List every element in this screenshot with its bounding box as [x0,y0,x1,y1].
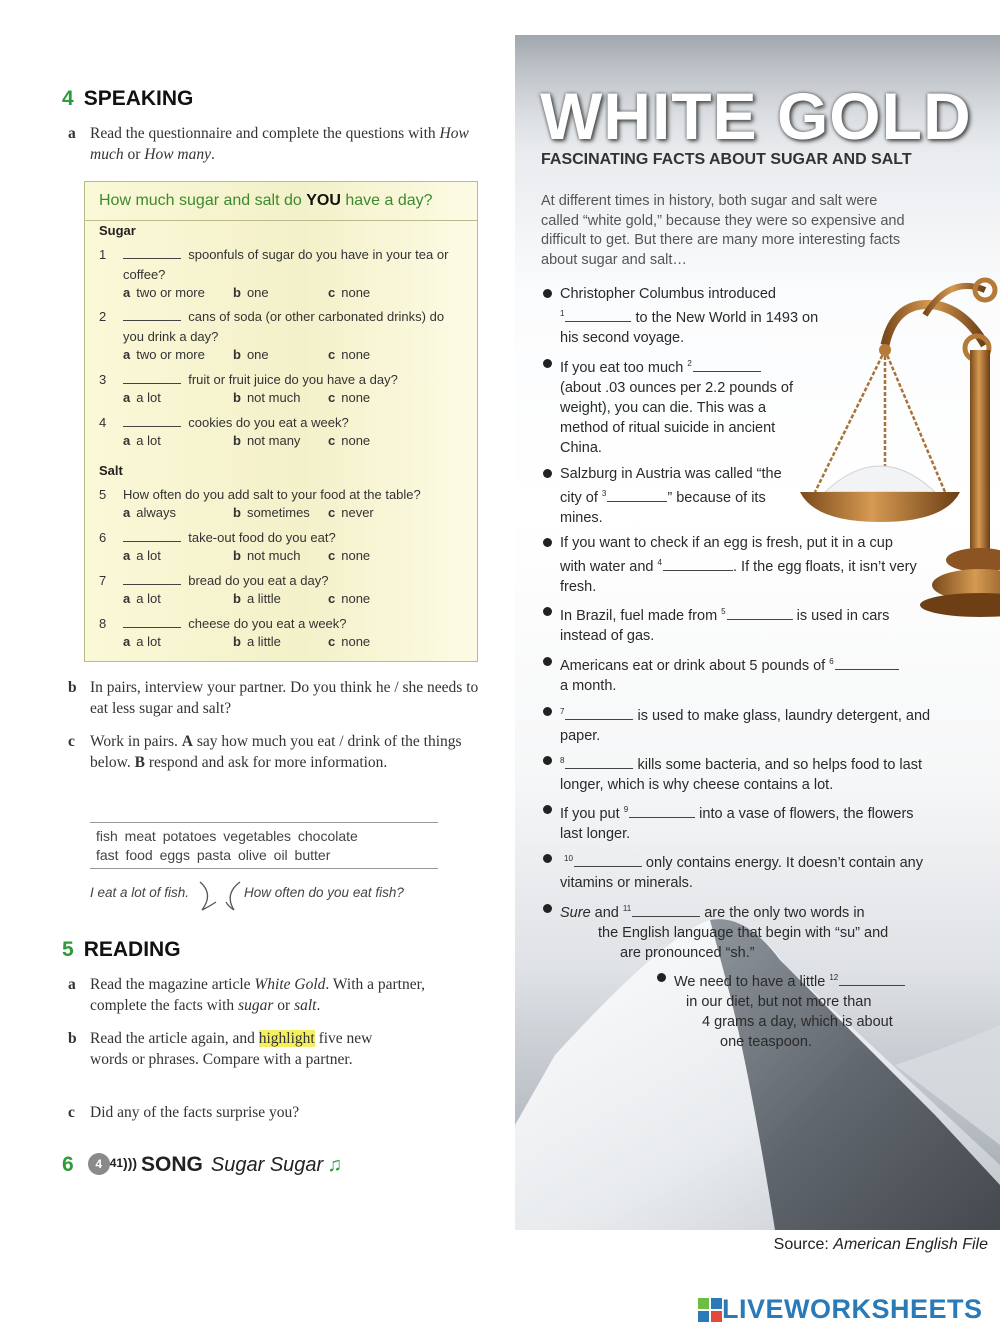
liveworksheets-brand: LIVEWORKSHEETS [698,1294,983,1325]
gap-12[interactable] [839,971,905,986]
option-c[interactable]: c none [328,548,371,563]
option-a[interactable]: a a lot [123,433,161,448]
gap-q4[interactable] [123,415,181,427]
speaking-heading: 4 SPEAKING [62,87,194,110]
gap-8[interactable] [565,754,633,769]
reading-task-c: c Did any of the facts surprise you? [68,1104,300,1121]
highlighted-word: highlight [258,1030,315,1047]
fact-7: $^7$ is used to make glass, laundry detergent, and paper. [560,702,940,746]
questionnaire-box: How much sugar and salt do YOU have a day? Sugar 1 spoonfuls of sugar do you have in your tea or coffee? a two or more b one c none 2 cans of soda (or other carbonated drinks) do you drink a day? a two or more b one c none 3 fruit or fruit juice do you have a day? a a lot b not much c none 4 cookies do you eat a week? a a lot b not many c none Salt 5 How often do you add salt to your food at the table? a always b sometimes c never 6 take-out food do you eat? a a lot b not much c none 7 bread do you eat a day? a a lot b a little c none 8 cheese do you eat a week? a a lot b a little c none [84,181,478,662]
gap-q2[interactable] [123,309,181,321]
gap-11[interactable] [632,902,700,917]
bullet-icon [543,289,552,298]
gap-1[interactable] [565,307,631,322]
questionnaire-title: How much sugar and salt do YOU have a day? [99,192,433,209]
option-a[interactable]: a a lot [123,390,161,405]
song-section: 6 4 41))) SONG Sugar Sugar ♫ [62,1153,343,1176]
gap-2[interactable] [693,357,761,372]
option-b[interactable]: b one [233,347,269,362]
gap-7[interactable] [565,705,633,720]
option-b[interactable]: b a little [233,591,281,606]
source-credit: Source: American English File [773,1236,988,1253]
gap-3[interactable] [607,487,667,502]
bullet-icon [543,359,552,368]
bullet-icon [543,904,552,913]
reading-task-b: b Read the article again, and highlight five new words or phrases. Compare with a partner. [68,1030,373,1068]
bullet-icon [543,607,552,616]
gap-10[interactable] [574,852,642,867]
gap-6[interactable] [835,655,899,670]
reading-heading: 5 READING [62,938,181,961]
option-c[interactable]: c never [328,505,374,520]
bullet-icon [543,707,552,716]
option-c[interactable]: c none [328,591,371,606]
gap-q6[interactable] [123,530,181,542]
gap-q8[interactable] [123,616,181,628]
gap-5[interactable] [727,605,793,620]
music-note-icon: ♫ [327,1154,343,1176]
bullet-icon [543,756,552,765]
speaking-task-a: a Read the questionnaire and complete the questions with How much or How many. [68,125,469,163]
speech-bubble-a: I eat a lot of fish. [90,885,190,900]
article-title: WHITE GOLD [540,79,972,153]
fact-3: Salzburg in Austria was called “the city of $^3$ ” because of its mines. [560,464,790,528]
option-b[interactable]: b a little [233,634,281,649]
speech-bubble-b: How often do you eat fish? [244,885,404,900]
questionnaire-title-bar [85,182,477,221]
fact-6: Americans eat or drink about 5 pounds of $^6$ a month. [560,652,940,696]
option-c[interactable]: c none [328,390,371,405]
option-b[interactable]: b not much [233,390,301,405]
option-a[interactable]: a two or more [123,347,205,362]
fact-8: $^8$ kills some bacteria, and so helps food to last longer, which is why cheese contains a lot. [560,751,935,795]
bullet-icon [543,657,552,666]
option-a[interactable]: a a lot [123,591,161,606]
speaking-task-c: c Work in pairs. A say how much you eat / drink of the things below. B respond and ask for more information. [68,733,462,771]
option-b[interactable]: b sometimes [233,505,310,520]
option-a[interactable]: a two or more [123,285,205,300]
salt-heading: Salt [99,463,123,478]
gap-q1[interactable] [123,247,181,259]
article-intro: At different times in history, both sugar and salt were called “white gold,” because they were so expensive and difficult to get. But there are many more interesting facts about sugar and salt… [541,193,905,268]
word-list-line-2: fast food eggs pasta olive oil butter [96,847,331,863]
bullet-icon [543,538,552,547]
bullet-icon [543,854,552,863]
food-word-box [90,822,438,869]
option-c[interactable]: c none [328,285,371,300]
option-a[interactable]: a always [123,505,176,520]
speaking-task-b: b In pairs, interview your partner. Do you think he / she needs to eat less sugar and salt? [68,679,479,717]
word-list-line-1: fish meat potatoes vegetables chocolate [96,828,358,844]
option-b[interactable]: b not much [233,548,301,563]
track-number: 41 [109,1156,124,1170]
gap-q7[interactable] [123,573,181,585]
bullet-icon [543,469,552,478]
fact-10: $^{10}$ only contains energy. It doesn’t contain any vitamins or minerals. [560,849,935,893]
option-b[interactable]: b not many [233,433,301,448]
option-c[interactable]: c none [328,433,371,448]
article-subtitle: FASCINATING FACTS ABOUT SUGAR AND SALT [541,151,912,168]
option-a[interactable]: a a lot [123,634,161,649]
fact-9: If you put $^9$ into a vase of flowers, the flowers last longer. [560,800,920,844]
reading-task-a: a Read the magazine article White Gold. With a partner, complete the facts with sugar or salt. [68,976,426,1014]
option-b[interactable]: b one [233,285,269,300]
sugar-heading: Sugar [99,223,136,238]
gap-9[interactable] [629,803,695,818]
option-c[interactable]: c none [328,347,371,362]
bullet-icon [657,973,666,982]
fact-1: Christopher Columbus introduced $^1$ to the New World in 1493 on his second voyage. [560,284,830,348]
fact-2: If you eat too much $^2$ (about .03 ounces per 2.2 pounds of weight), you can die. This was a method of ritual suicide in ancient China. [560,354,805,458]
audio-waves-icon: ))) [123,1155,138,1171]
audio-cd-icon[interactable]: 4 [88,1153,110,1175]
gap-q3[interactable] [123,372,181,384]
fact-11: Sure and $^{11}$ are the only two words in the English language that begin with “su” and are pronounced “sh.” [560,899,940,963]
fact-4: If you want to check if an egg is fresh, put it in a cup with water and $^4$ . If the egg floats, it isn’t very fresh. [560,533,920,597]
fact-12: We need to have a little $^{12}$ in our diet, but not more than 4 grams a day, which is about one teaspoon. [674,968,944,1052]
liveworksheets-logo-icon [698,1298,722,1322]
option-c[interactable]: c none [328,634,371,649]
gap-4[interactable] [663,556,733,571]
bullet-icon [543,805,552,814]
fact-5: In Brazil, fuel made from $^5$ is used in cars instead of gas. [560,602,930,646]
option-a[interactable]: a a lot [123,548,161,563]
